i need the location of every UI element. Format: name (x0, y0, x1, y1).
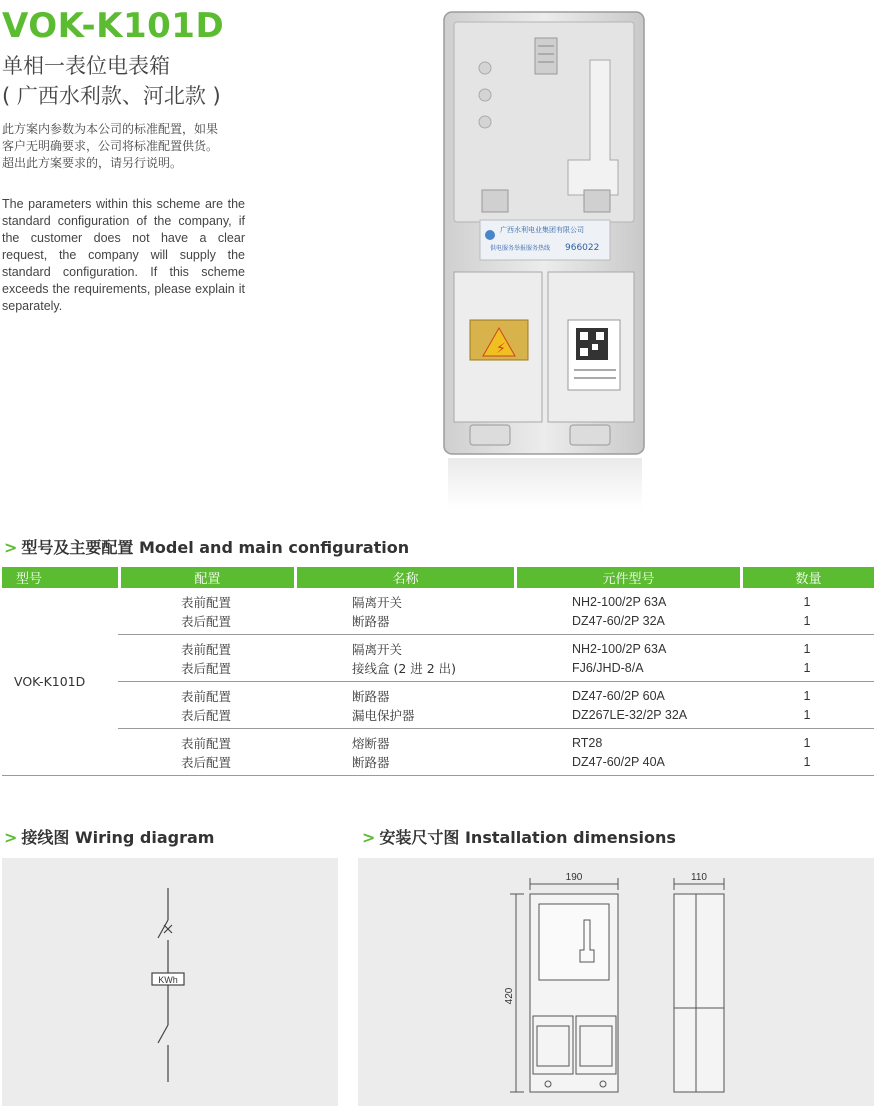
part-cell: NH2-100/2P 63A (572, 594, 667, 609)
column-header: 型号 (2, 567, 118, 588)
svg-text:966022: 966022 (565, 243, 600, 253)
part-cell: RT28 (572, 735, 603, 750)
qty-cell: 1 (803, 735, 811, 750)
table-row (2, 705, 874, 729)
chevron-right-icon: > (4, 538, 18, 557)
wiring-heading-text: 接线图 Wiring diagram (21, 828, 215, 847)
name-cell: 断路器 (294, 752, 514, 776)
part-cell: DZ47-60/2P 60A (572, 688, 665, 703)
install-heading-text: 安装尺寸图 Installation dimensions (379, 828, 676, 847)
column-header: 元件型号 (514, 567, 740, 588)
config-cell: 表前配置 (180, 688, 231, 704)
config-cell: 表后配置 (118, 658, 294, 682)
chevron-right-icon: > (4, 828, 18, 847)
product-title: VOK-K101D (2, 6, 225, 46)
qty-cell: 1 (740, 705, 874, 729)
table-row (2, 658, 874, 682)
svg-text:广西水利电业集团有限公司: 广西水利电业集团有限公司 (500, 226, 584, 234)
column-header: 配置 (118, 567, 294, 588)
name-cell: 隔离开关 (352, 594, 403, 610)
qty-cell: 1 (740, 611, 874, 635)
name-cell: 漏电保护器 (294, 705, 514, 729)
chevron-right-icon: > (362, 828, 376, 847)
install-diagram-panel (358, 858, 874, 1106)
wiring-diagram (2, 858, 338, 1106)
part-cell: FJ6/JHD-8/A (514, 658, 740, 682)
config-cell: 表后配置 (118, 705, 294, 729)
part-cell: DZ47-60/2P 40A (514, 752, 740, 776)
wiring-diagram-panel (2, 858, 338, 1106)
part-cell: NH2-100/2P 63A (572, 641, 667, 656)
depth-dimension-label: 110 (691, 872, 707, 883)
install-diagram (358, 858, 874, 1106)
model-cell: VOK-K101D (2, 588, 118, 776)
wiring-heading (4, 825, 214, 848)
name-cell: 断路器 (294, 611, 514, 635)
config-cell: 表前配置 (180, 641, 231, 657)
description-line: 客户无明确要求，公司将标准配置供货。 (2, 139, 219, 153)
name-cell: 断路器 (352, 688, 390, 704)
config-cell: 表前配置 (180, 594, 231, 610)
product-subtitle: 单相一表位电表箱 (2, 54, 170, 78)
table-row (2, 729, 874, 752)
name-cell: 接线盒 (2 进 2 出) (294, 658, 514, 682)
table-row (2, 588, 874, 611)
config-table (2, 567, 874, 776)
config-heading-text: 型号及主要配置 Model and main configuration (21, 538, 410, 557)
name-cell: 熔断器 (352, 735, 390, 751)
svg-text:⚡: ⚡ (496, 341, 506, 357)
svg-text:供电服务举报服务热线: 供电服务举报服务热线 (490, 245, 551, 252)
table-header-row (2, 567, 874, 588)
description-chinese (2, 121, 252, 172)
column-header: 数量 (740, 567, 874, 588)
part-cell: DZ267LE-32/2P 32A (514, 705, 740, 729)
qty-cell: 1 (803, 641, 811, 656)
config-cell: 表后配置 (118, 611, 294, 635)
column-header: 名称 (294, 567, 514, 588)
config-cell: 表前配置 (180, 735, 231, 751)
config-cell: 表后配置 (118, 752, 294, 776)
table-row (2, 635, 874, 658)
install-heading (362, 825, 676, 848)
qty-cell: 1 (740, 658, 874, 682)
meter-label: KWh (158, 975, 178, 985)
qty-cell: 1 (803, 594, 811, 609)
part-cell: DZ47-60/2P 32A (514, 611, 740, 635)
name-cell: 隔离开关 (352, 641, 403, 657)
config-heading (4, 535, 409, 558)
description-line: 超出此方案要求的，请另行说明。 (2, 156, 183, 170)
table-row (2, 611, 874, 635)
height-dimension-label: 420 (504, 987, 515, 1005)
table-row (2, 752, 874, 776)
product-variant: ( 广西水利款、河北款 ) (2, 84, 221, 108)
table-row (2, 682, 874, 705)
qty-cell: 1 (740, 752, 874, 776)
width-dimension-label: 190 (565, 872, 583, 883)
product-photo (440, 10, 650, 515)
description-line: 此方案内参数为本公司的标准配置，如果 (2, 122, 219, 136)
description-english: The parameters within this scheme are the standard configuration of the company, if the customer does not have a clear request, the company will supply the standard configuration. If this scheme exceeds the requirements, please explain it separately. (2, 197, 245, 313)
qty-cell: 1 (803, 688, 811, 703)
